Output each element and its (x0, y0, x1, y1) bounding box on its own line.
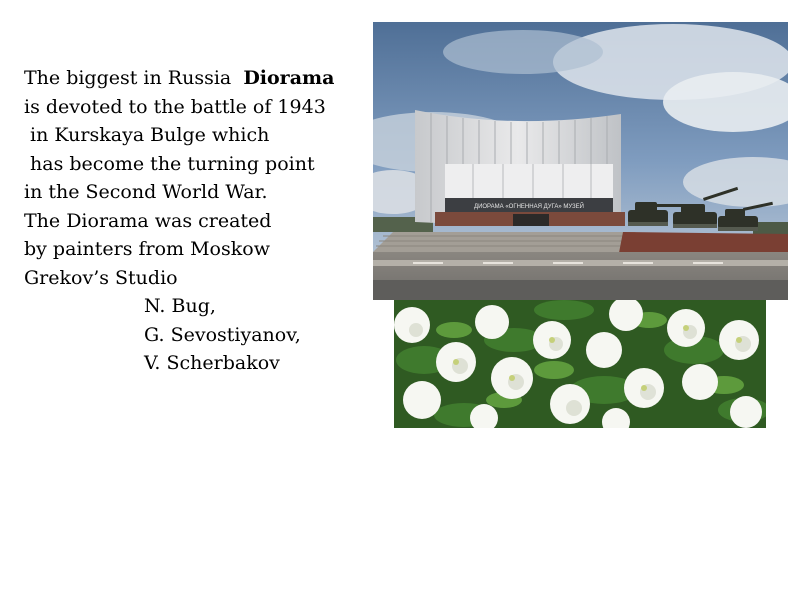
text-line-7: by painters from Moskow (24, 238, 270, 260)
text-line-6: The Diorama was created (24, 209, 272, 232)
text-diorama-word: Diorama (243, 67, 335, 89)
text-line-8: Grekov’s Studio (24, 266, 178, 289)
petunia-flowers-photo (394, 300, 766, 428)
text-line-3: in Kurskaya Bulge which (24, 124, 270, 146)
museum-sign-text: ДИОРАМА «ОГНЕННАЯ ДУГА» МУЗЕЙ (474, 204, 584, 210)
text-line-1-start: The biggest in Russia (24, 67, 244, 89)
author-3: V. Scherbakov (144, 352, 280, 374)
text-line-5: in the Second World War. (24, 181, 268, 203)
text-line-1 (24, 64, 374, 93)
diorama-museum-photo (373, 22, 788, 300)
slide-body-text (24, 64, 374, 378)
text-line-4: has become the turning point (24, 152, 315, 175)
text-line-2: is devoted to the battle of 1943 (24, 95, 326, 118)
author-2: G. Sevostiyanov, (144, 323, 301, 346)
author-1: N. Bug, (144, 295, 216, 317)
